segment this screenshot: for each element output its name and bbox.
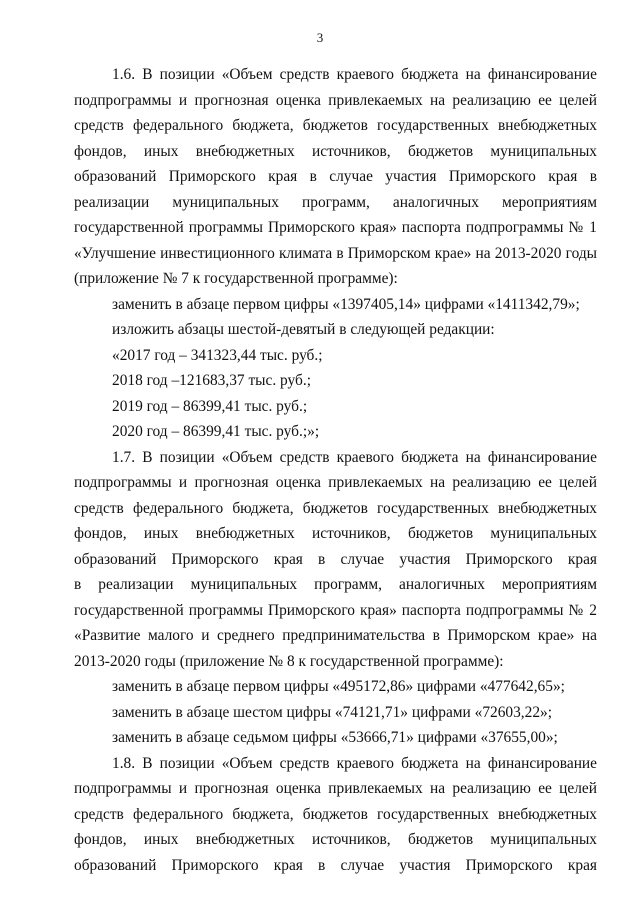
text-line: подпрограммы и прогнозная оценка привлекаемых на реализацию ее целей bbox=[74, 474, 597, 491]
text-line: изложить абзацы шестой-девятый в следующей редакции: bbox=[112, 321, 495, 338]
text-line: фондов, иных внебюджетных источников, бюджетов муниципальных bbox=[74, 142, 597, 160]
text-line: средств федерального бюджета, бюджетов государственных внебюджетных bbox=[74, 499, 597, 517]
text-line: подпрограммы и прогнозная оценка привлекаемых на реализацию ее целей bbox=[74, 91, 597, 109]
text-line: заменить в абзаце первом цифры «1397405,14» цифрами «1411342,79»; bbox=[112, 295, 580, 313]
text-line: 1.6. В позиции «Объем средств краевого бюджета на финансирование bbox=[112, 66, 597, 83]
text-line: «Развитие малого и среднего предпринимательства в Приморском крае» на bbox=[74, 627, 597, 644]
page-number: 3 bbox=[316, 30, 324, 45]
text-line: заменить в абзаце шестом цифры «74121,71» цифрами «72603,22»; bbox=[112, 703, 553, 721]
text-line: государственной программы Приморского края» паспорта подпрограммы № 1 bbox=[74, 219, 597, 236]
text-line: заменить в абзаце первом цифры «495172,86» цифрами «477642,65»; bbox=[112, 678, 565, 695]
text-line: подпрограммы и прогнозная оценка привлекаемых на реализацию ее целей bbox=[74, 780, 597, 797]
text-line: фондов, иных внебюджетных источников, бюджетов муниципальных bbox=[74, 831, 597, 848]
text-line: 2019 год – 86399,41 тыс. руб.; bbox=[112, 397, 308, 415]
text-line: фондов, иных внебюджетных источников, бюджетов муниципальных bbox=[74, 525, 597, 542]
text-line: образований Приморского края в случае участия Приморского края в bbox=[74, 168, 597, 185]
text-line: образований Приморского края в случае участия Приморского края bbox=[74, 550, 597, 568]
document-body bbox=[74, 62, 597, 878]
text-line: 2020 год – 86399,41 тыс. руб.;»; bbox=[112, 423, 320, 440]
text-line: образований Приморского края в случае участия Приморского края bbox=[74, 856, 597, 874]
text-line: заменить в абзаце седьмом цифры «53666,71» цифрами «37655,00»; bbox=[112, 729, 558, 746]
text-line: 1.7. В позиции «Объем средств краевого бюджета на финансирование bbox=[112, 448, 597, 466]
text-line: государственной программы Приморского края» паспорта подпрограммы № 2 bbox=[74, 601, 597, 619]
text-line: средств федерального бюджета, бюджетов государственных внебюджетных bbox=[74, 117, 597, 134]
text-line: (приложение № 7 к государственной программе): bbox=[74, 270, 398, 287]
text-line: 1.8. В позиции «Объем средств краевого бюджета на финансирование bbox=[112, 754, 597, 772]
text-line: 2018 год –121683,37 тыс. руб.; bbox=[112, 372, 311, 389]
text-line: «Улучшение инвестиционного климата в Приморском крае» на 2013-2020 годы bbox=[74, 244, 597, 262]
text-line: реализации муниципальных программ, аналогичных мероприятиям bbox=[74, 193, 597, 211]
text-line: в реализации муниципальных программ, аналогичных мероприятиям bbox=[74, 576, 597, 593]
text-line: 2013-2020 годы (приложение № 8 к государственной программе): bbox=[74, 652, 504, 670]
text-line: «2017 год – 341323,44 тыс. руб.; bbox=[112, 346, 323, 364]
text-line: средств федерального бюджета, бюджетов государственных внебюджетных bbox=[74, 805, 597, 823]
